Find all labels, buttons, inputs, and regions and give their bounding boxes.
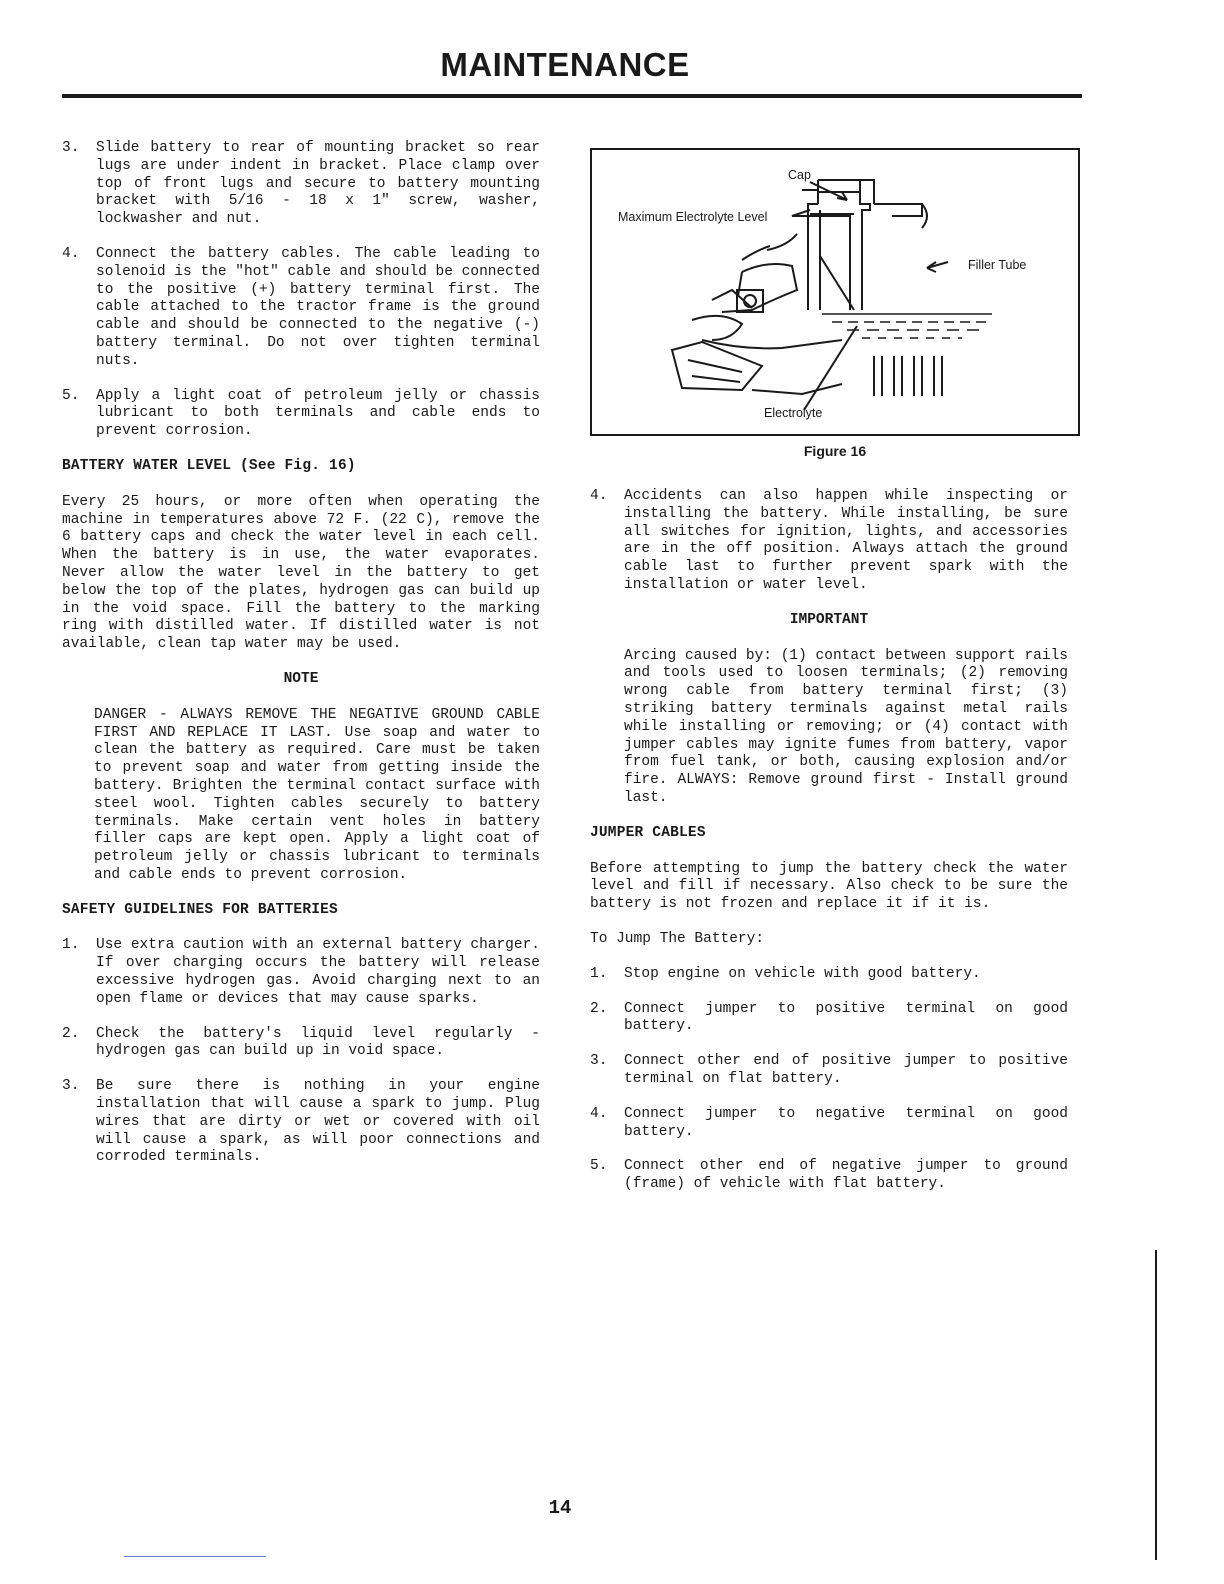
right-column [590, 488, 1068, 1211]
filler-tube-label: Filler Tube [968, 258, 1027, 272]
item-text: Slide battery to rear of mounting bracket so rear lugs are under indent in bracket. Place clamp over top of front lugs and secure to battery mounting bracket with 5/16 - 18 x 1" screw, washer, lockwasher and nut. [96, 140, 540, 228]
page-number: 14 [548, 1497, 572, 1519]
water-level-heading: BATTERY WATER LEVEL (See Fig. 16) [62, 457, 356, 474]
margin-mark [1155, 1250, 1157, 1560]
list-item [62, 140, 540, 229]
list-item [590, 1158, 1068, 1194]
list-item [62, 246, 540, 371]
item-text: Check the battery's liquid level regularly - hydrogen gas can build up in void space. [96, 1025, 540, 1060]
jumper-intro-paragraph: Before attempting to jump the battery check the water level and fill if necessary. Also check to be sure the battery is not frozen and replace it if it is. [590, 860, 1068, 913]
list-item [62, 388, 540, 441]
important-heading: IMPORTANT [789, 611, 869, 628]
important-paragraph: Arcing caused by: (1) contact between support rails and tools used to loosen terminals; (2) removing wrong cable from battery terminal first; (3) striking battery terminals against metal rails while installing or removing; or (4) contact with jumper cables may ignite fumes from battery, vapor from fuel tank, or both, causing explosion and/or fire. ALWAYS: Remove ground first - Install ground last. [624, 647, 1068, 806]
item-number: 4. [62, 245, 80, 262]
list-item [590, 488, 1068, 595]
electrolyte-label: Electrolyte [764, 406, 823, 420]
item-text: Connect jumper to positive terminal on good battery. [624, 1000, 1068, 1035]
note-paragraph: DANGER - ALWAYS REMOVE THE NEGATIVE GROUND CABLE FIRST AND REPLACE IT LAST. Use soap and water to clean the battery as required. Care must be taken to prevent soap and water from getting inside the battery. Brighten the terminal contact surface with steel wool. Tighten cables securely to battery terminals. Make certain vent holes in battery filler caps are kept open. Apply a light coat of petroleum jelly or chassis lubricant to terminals and cable ends to prevent corrosion. [94, 706, 540, 883]
item-text: Stop engine on vehicle with good battery. [624, 965, 981, 982]
water-level-paragraph: Every 25 hours, or more often when operating the machine in temperatures above 72 F. (22 C), remove the 6 battery caps and check the water level in each cell. When the battery is in use, the water evaporates. Never allow the water level in the battery to get below the top of the plates, hydrogen gas can build up in the void space. Fill the battery to the marking ring with distilled water. If distilled water is not available, clean tap water may be used. [62, 493, 540, 653]
list-item [590, 966, 1068, 984]
jump-label: To Jump The Battery: [590, 930, 765, 947]
item-number: 4. [590, 1105, 608, 1122]
item-number: 1. [62, 937, 80, 954]
item-number: 4. [590, 488, 608, 504]
item-text: Connect other end of negative jumper to ground (frame) of vehicle with flat battery. [624, 1158, 1068, 1193]
footer-underline [124, 1556, 266, 1557]
item-text: Connect other end of positive jumper to positive terminal on flat battery. [624, 1053, 1068, 1087]
item-number: 3. [590, 1053, 608, 1070]
item-text: Be sure there is nothing in your engine installation that will cause a spark to jump. Plug wires that are dirty or wet or covered with oil will cause a spark, as will poor connections and corroded terminals. [96, 1078, 540, 1166]
list-item [62, 1078, 540, 1167]
cap-label: Cap [788, 168, 811, 182]
item-number: 3. [62, 1078, 80, 1095]
figure-caption: Figure 16 [803, 443, 867, 459]
item-number: 5. [590, 1158, 608, 1175]
battery-illustration [592, 150, 1078, 434]
note-heading: NOTE [283, 670, 319, 687]
item-text: Use extra caution with an external battery charger. If over charging occurs the battery will release excessive hydrogen gas. Avoid charging next to an open flame or devices that may cause sparks. [96, 937, 540, 1007]
list-item [62, 1026, 540, 1062]
list-item [590, 1001, 1068, 1037]
list-item [590, 1106, 1068, 1142]
jumper-cables-heading: JUMPER CABLES [590, 824, 706, 841]
page-title: MAINTENANCE [440, 46, 690, 83]
item-text: Connect jumper to negative terminal on good battery. [624, 1105, 1068, 1140]
item-number: 2. [590, 1000, 608, 1017]
item-number: 2. [62, 1025, 80, 1042]
battery-figure [590, 148, 1080, 436]
list-item [62, 937, 540, 1008]
left-column [62, 140, 540, 1184]
title-divider [62, 94, 1082, 98]
item-number: 1. [590, 965, 608, 982]
item-number: 3. [62, 140, 80, 156]
safety-heading: SAFETY GUIDELINES FOR BATTERIES [62, 901, 338, 918]
list-item [590, 1053, 1068, 1089]
max-electrolyte-label: Maximum Electrolyte Level [618, 210, 768, 224]
item-text: Connect the battery cables. The cable leading to solenoid is the "hot" cable and should be connected to the positive (+) battery terminal first. The cable attached to the tractor frame is the ground cable and should be connected to the negative (-) battery terminal. Do not over tighten terminal nuts. [96, 245, 540, 369]
item-text: Apply a light coat of petroleum jelly or chassis lubricant to both terminals and cable ends to prevent corrosion. [96, 387, 540, 440]
item-text: Accidents can also happen while inspecting or installing the battery. While installing, be sure all switches for ignition, lights, and accessories are in the off position. Always attach the ground cable last to further prevent spark with the installation or water level. [624, 488, 1068, 593]
item-number: 5. [62, 387, 80, 404]
